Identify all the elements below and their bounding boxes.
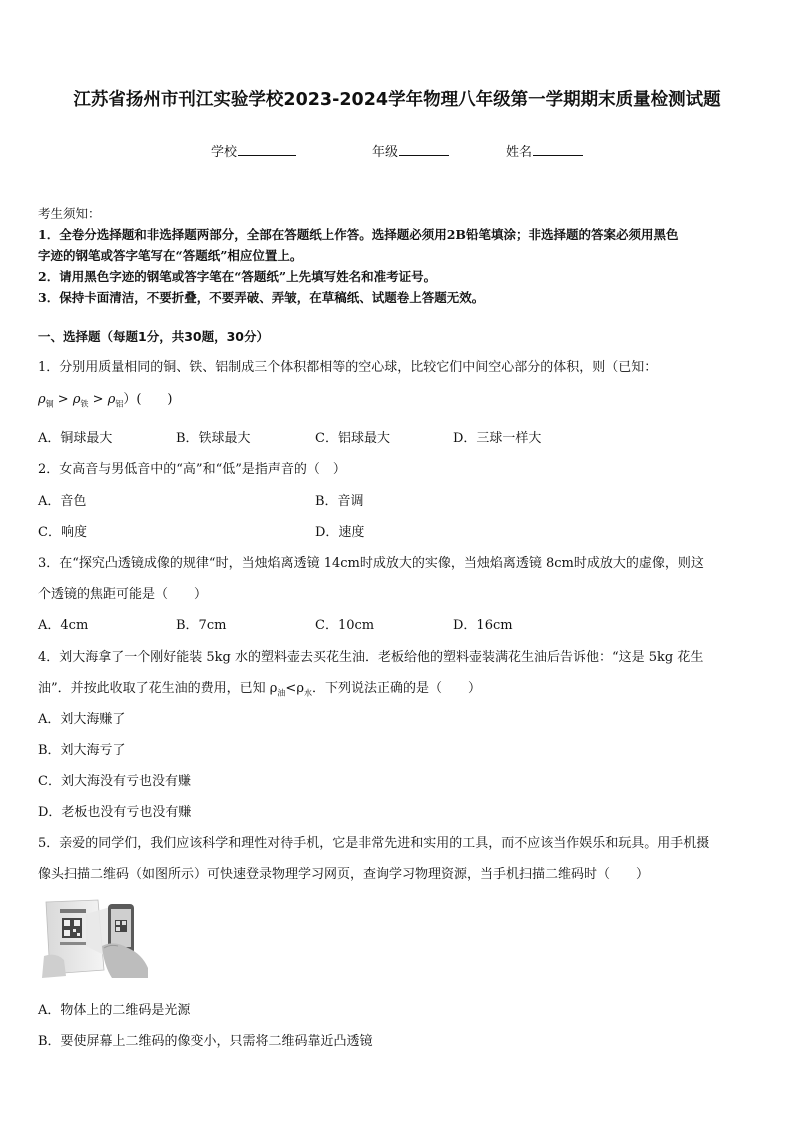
q2-option-a[interactable]: A．音色: [38, 494, 87, 509]
q3-option-d[interactable]: D．16cm: [453, 618, 513, 633]
q3-option-c[interactable]: C．10cm: [315, 618, 375, 633]
q4-stem-part: 油”．并按此收取了花生油的费用，已知 ρ: [38, 681, 278, 696]
school-field: [211, 141, 296, 160]
school-label: 学校: [211, 145, 238, 160]
note-item: 3．保持卡面清洁，不要折叠，不要弄破、弄皱，在草稿纸、试题卷上答题无效。: [38, 290, 485, 305]
q3-option-b[interactable]: B．7cm: [176, 618, 227, 633]
grade-label: 年级: [372, 145, 399, 160]
subscript-iron: 铁: [80, 399, 89, 409]
note-item: 2．请用黑色字迹的钢笔或答字笔在“答题纸”上先填写姓名和准考证号。: [38, 269, 437, 284]
school-blank[interactable]: [238, 143, 296, 156]
q2-option-b[interactable]: B．音调: [315, 494, 364, 509]
grade-field: [372, 141, 449, 160]
q4-option-a[interactable]: A．刘大海赚了: [38, 712, 126, 727]
q4-stem-part: ．下列说法正确的是（ ）: [311, 681, 481, 696]
rho-symbol: ρ: [72, 392, 81, 407]
name-label: 姓名: [506, 145, 533, 160]
subscript-water: 水: [303, 688, 312, 698]
q5-stem-line1: 5．亲爱的同学们，我们应该科学和理性对待手机，它是非常先进和实用的工具，而不应该当作娱乐和玩具。用手机摄: [38, 836, 710, 851]
subscript-aluminum: 铝: [115, 399, 124, 409]
q1-option-b[interactable]: B．铁球最大: [176, 431, 251, 446]
q3-option-a[interactable]: A．4cm: [38, 618, 89, 633]
section-heading: 一、选择题（每题1分，共30题，30分）: [38, 329, 269, 344]
note-item: 字迹的钢笔或答字笔写在“答题纸”相应位置上。: [38, 248, 303, 263]
name-field: [506, 141, 583, 160]
qr-scan-illustration: [42, 896, 150, 978]
q3-stem-line2: 个透镜的焦距可能是（ ）: [38, 587, 208, 602]
q4-stem-line1: 4．刘大海拿了一个刚好能装 5kg 水的塑料壶去买花生油．老板给他的塑料壶装满花生油后告诉他：“这是 5kg 花生: [38, 650, 704, 665]
q1-formula-tail: ）( ): [123, 392, 173, 407]
exam-notes: [38, 203, 760, 308]
exam-title: 江苏省扬州市刊江实验学校2023-2024学年物理八年级第一学期期末质量检测试题: [73, 90, 721, 110]
q5-stem-line2: 像头扫描二维码（如图所示）可快速登录物理学习网页，查询学习物理资源，当手机扫描二维码时（ ）: [38, 867, 650, 882]
q4-option-c[interactable]: C．刘大海没有亏也没有赚: [38, 774, 191, 789]
q1-option-d[interactable]: D．三球一样大: [453, 431, 542, 446]
q4-stem-line2: [38, 677, 481, 699]
q1-option-a[interactable]: A．铜球最大: [38, 431, 113, 446]
gt-symbol: >: [57, 392, 69, 407]
notes-header: 考生须知：: [38, 206, 101, 221]
q3-stem-line1: 3．在“探究凸透镜成像的规律“时，当烛焰离透镜 14cm时成放大的实像，当烛焰离透镜 8cm时成放大的虚像，则这: [38, 556, 704, 571]
q1-stem: 1．分别用质量相同的铜、铁、铝制成三个体积都相等的空心球，比较它们中间空心部分的体积，则（已知：: [38, 360, 658, 375]
rho-symbol: ρ: [38, 392, 46, 407]
q4-option-b[interactable]: B．刘大海亏了: [38, 743, 126, 758]
q1-option-c[interactable]: C．铝球最大: [315, 431, 390, 446]
name-blank[interactable]: [533, 143, 583, 156]
q4-option-d[interactable]: D．老板也没有亏也没有赚: [38, 805, 192, 820]
q2-option-d[interactable]: D．速度: [315, 525, 365, 540]
grade-blank[interactable]: [399, 143, 449, 156]
gt-symbol: >: [92, 392, 104, 407]
q2-stem: 2．女高音与男低音中的“高”和“低”是指声音的（ ）: [38, 462, 346, 477]
q1-formula: [38, 388, 173, 410]
q5-option-a[interactable]: A．物体上的二维码是光源: [38, 1003, 191, 1018]
subscript-oil: 油: [277, 688, 286, 698]
note-item: 1．全卷分选择题和非选择题两部分，全部在答题纸上作答。选择题必须用2B铅笔填涂；非选择题的答案必须用黑色: [38, 227, 679, 242]
q2-option-c[interactable]: C．响度: [38, 525, 87, 540]
subscript-copper: 铜: [45, 399, 54, 409]
q4-stem-part: <ρ: [285, 681, 304, 696]
q5-option-b[interactable]: B．要使屏幕上二维码的像变小，只需将二维码靠近凸透镜: [38, 1034, 373, 1049]
rho-symbol: ρ: [107, 392, 116, 407]
